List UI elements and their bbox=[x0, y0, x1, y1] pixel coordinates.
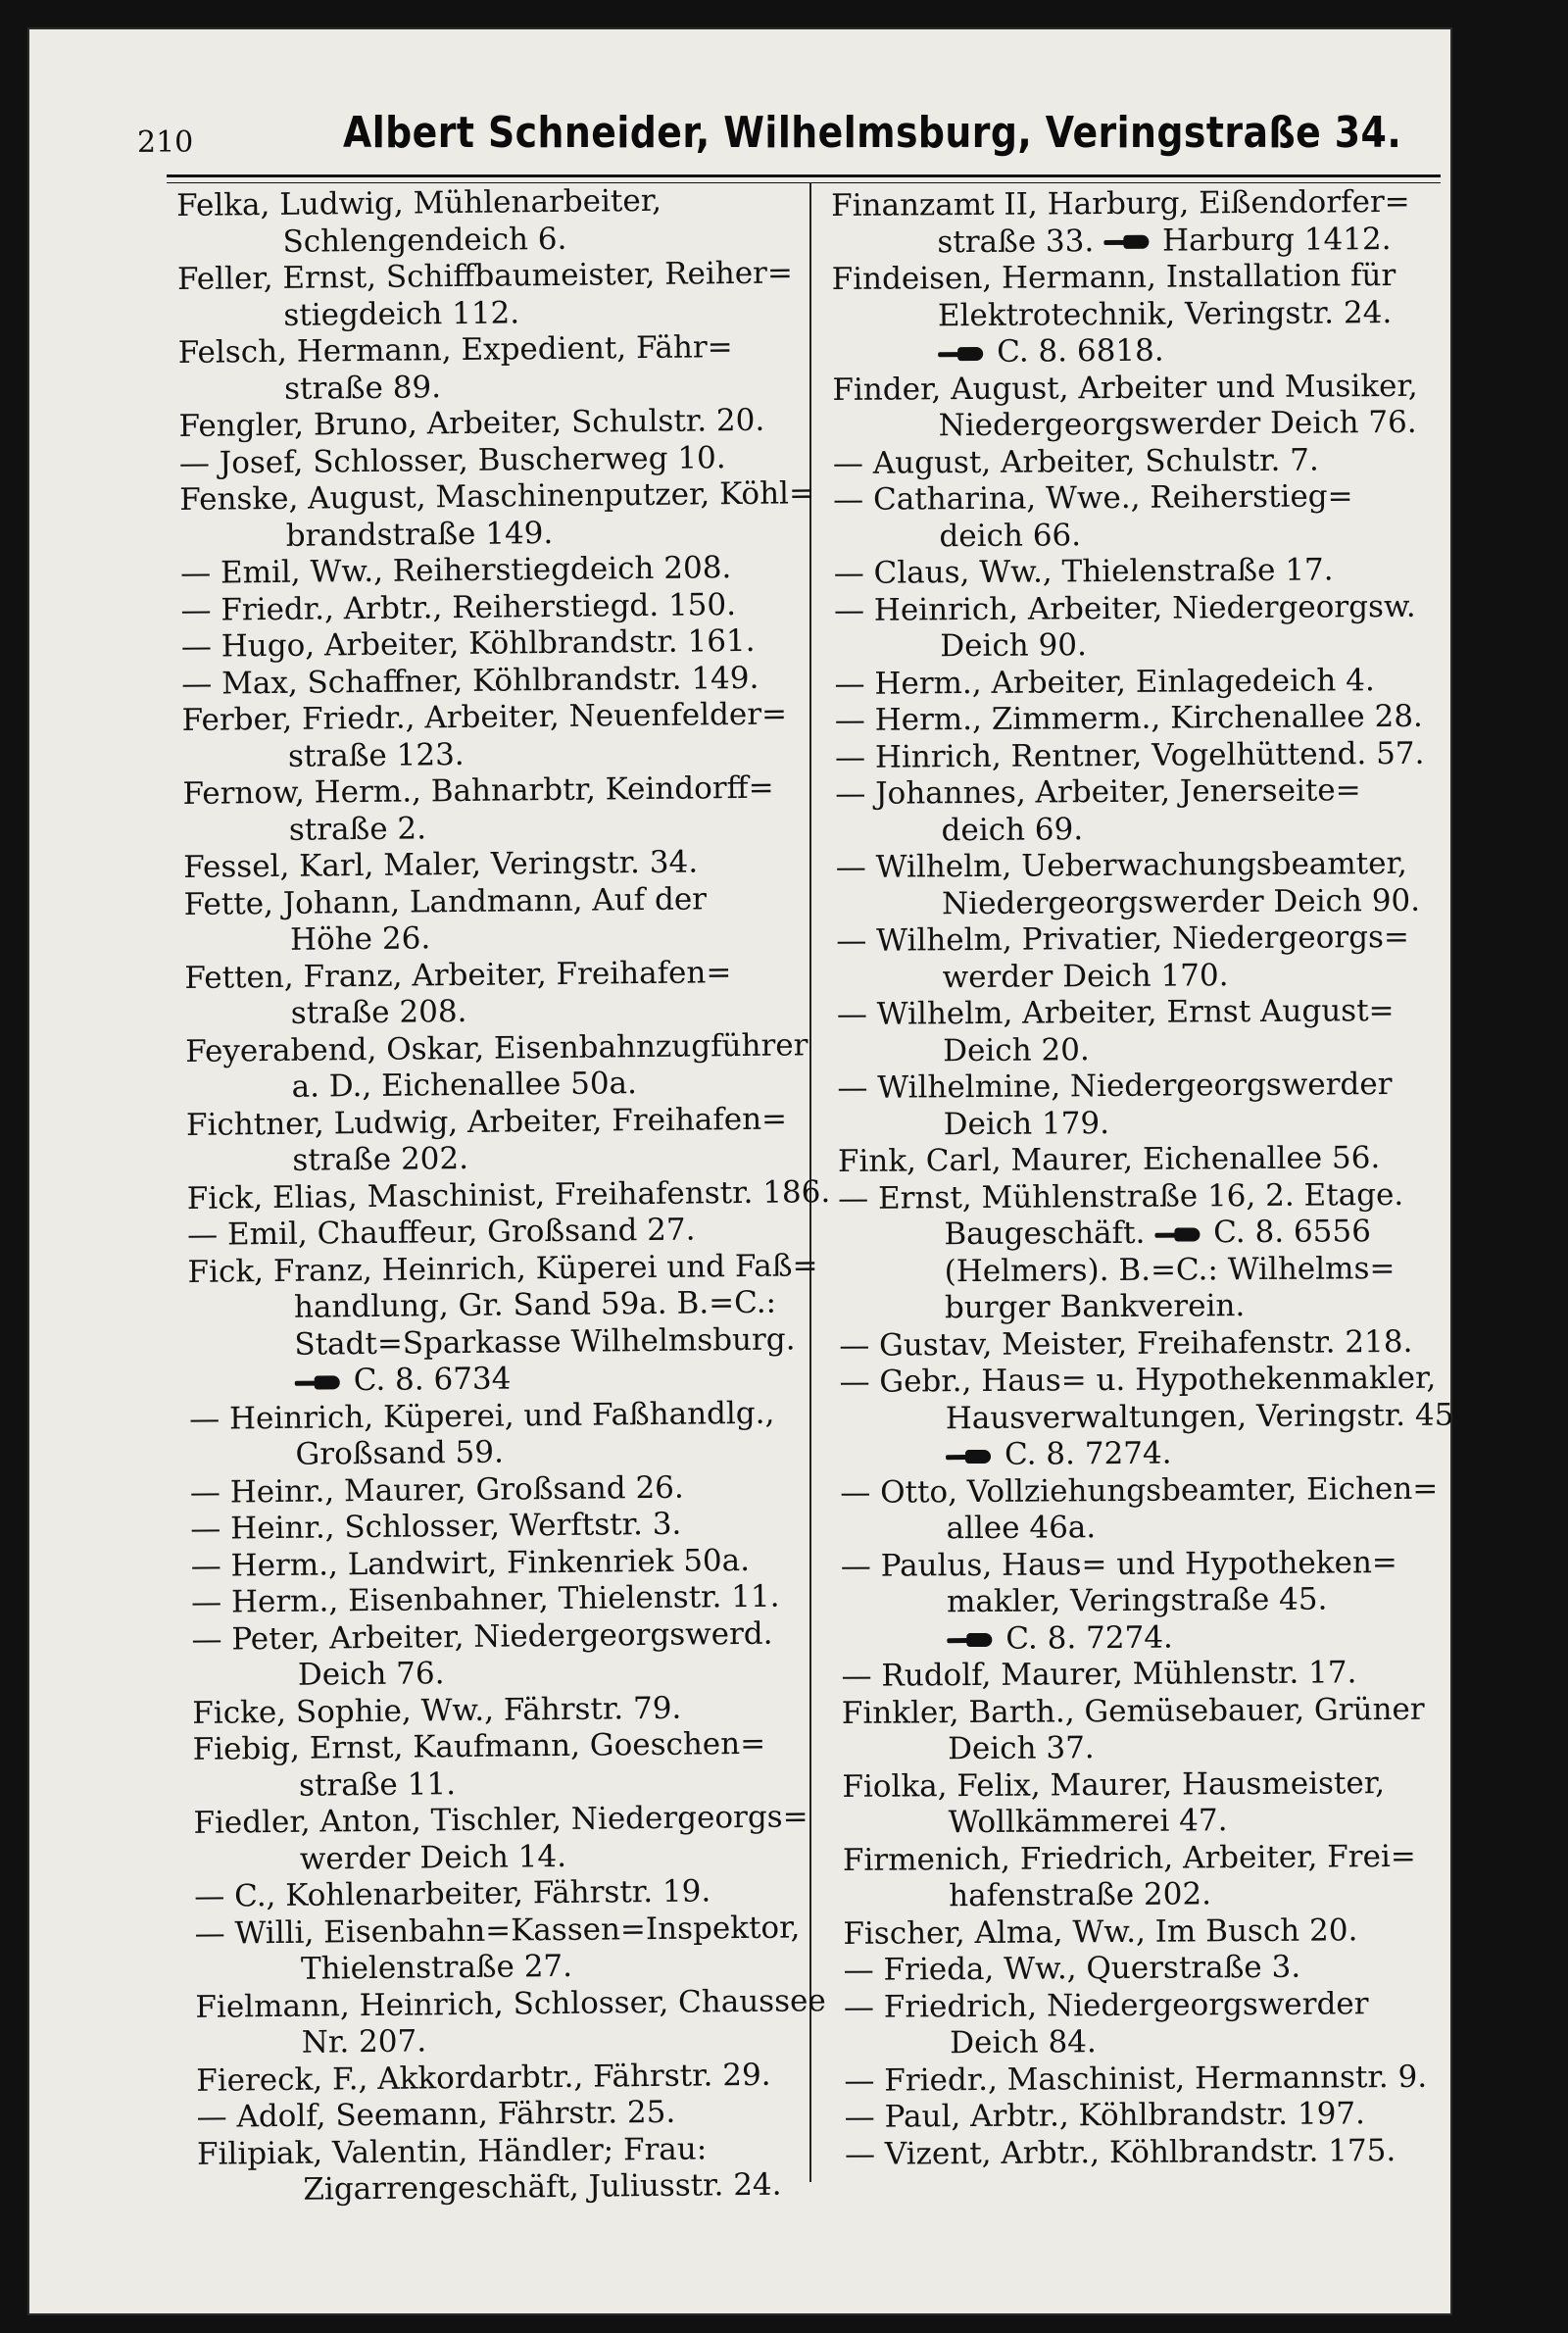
entry-continuation: deich 66. bbox=[939, 517, 1082, 554]
header-rule bbox=[167, 174, 1441, 177]
directory-entry bbox=[839, 1361, 1467, 1475]
directory-entry bbox=[834, 552, 1461, 593]
directory-entry bbox=[192, 1725, 820, 1806]
entry-line: — Heinrich, Arbeiter, Niedergeorgsw. bbox=[833, 588, 1416, 628]
entry-line: Finanzamt II, Harburg, Eißendorfer= bbox=[831, 183, 1410, 223]
entry-line: Ficke, Sophie, Ww., Fährstr. 79. bbox=[192, 1690, 682, 1731]
entry-line: — C., Kohlenarbeiter, Fährstr. 19. bbox=[194, 1873, 711, 1914]
entry-continuation: straße 2. bbox=[288, 810, 427, 848]
entry-line: — Josef, Schlosser, Buscherweg 10. bbox=[178, 439, 726, 481]
directory-entry bbox=[176, 181, 805, 262]
directory-entry bbox=[177, 255, 806, 335]
entry-line: Ferber, Friedr., Arbeiter, Neuenfelder= bbox=[181, 696, 788, 738]
entry-continuation: makler, Veringstraße 45. bbox=[946, 1581, 1328, 1620]
directory-entry bbox=[191, 1615, 819, 1696]
directory-entry bbox=[196, 2057, 823, 2100]
entry-continuation: Hausverwaltungen, Veringstr. 45. bbox=[945, 1397, 1464, 1436]
entry-line: — Emil, Ww., Reiherstiegdeich 208. bbox=[179, 550, 732, 591]
directory-entry bbox=[189, 1395, 817, 1475]
entry-continuation: Niedergeorgswerder Deich 90. bbox=[941, 882, 1421, 921]
entry-line: — Ernst, Mühlenstraße 16, 2. Etage. bbox=[838, 1176, 1404, 1216]
directory-entry bbox=[835, 699, 1462, 740]
entry-line: — Claus, Ww., Thielenstraße 17. bbox=[833, 552, 1334, 591]
directory-entry bbox=[193, 1799, 821, 1879]
entry-line: — Wilhelm, Privatier, Niedergeorgs= bbox=[836, 918, 1410, 959]
entry-continuation: Großsand 59. bbox=[295, 1434, 505, 1472]
entry-continuation: Zigarrengeschäft, Juliusstr. 24. bbox=[303, 2166, 782, 2208]
entry-continuation: C. 8. 7274. bbox=[840, 1434, 1467, 1475]
entry-continuation: burger Bankverein. bbox=[944, 1288, 1246, 1326]
directory-entry bbox=[843, 1838, 1471, 1915]
entry-continuation: Niedergeorgswerder Deich 76. bbox=[938, 404, 1417, 444]
directory-entry bbox=[186, 1173, 831, 1217]
telephone-icon bbox=[1154, 1227, 1205, 1241]
entry-continuation: Stadt=Sparkasse Wilhelmsburg. bbox=[294, 1320, 796, 1363]
entry-line: — Paulus, Haus= und Hypotheken= bbox=[840, 1544, 1397, 1584]
entry-continuation: stiegdeich 112. bbox=[283, 294, 520, 333]
entry-continuation: brandstraße 149. bbox=[285, 515, 554, 554]
page-number: 210 bbox=[137, 125, 194, 160]
telephone-icon bbox=[938, 346, 989, 360]
entry-line: Fink, Carl, Maurer, Eichenallee 56. bbox=[837, 1140, 1381, 1179]
directory-entry bbox=[178, 328, 807, 409]
entry-line: Filipiak, Valentin, Händler; Frau: bbox=[196, 2130, 708, 2172]
entry-continuation: straße 33. Harburg 1412. bbox=[937, 221, 1392, 260]
entry-continuation: straße 202. bbox=[292, 1140, 469, 1178]
entry-line: — Heinr., Maurer, Großsand 26. bbox=[189, 1469, 684, 1511]
entry-line: Fessel, Karl, Maler, Veringstr. 34. bbox=[183, 844, 699, 885]
entry-continuation: Deich 84. bbox=[950, 2024, 1097, 2061]
directory-entry bbox=[178, 402, 806, 445]
entry-line: — Wilhelm, Ueberwachungsbeamter, bbox=[835, 845, 1407, 885]
telephone-icon bbox=[946, 1449, 997, 1463]
entry-line: — Otto, Vollziehungsbeamter, Eichen= bbox=[840, 1470, 1439, 1511]
entry-line: Felka, Ludwig, Mühlenarbeiter, bbox=[176, 182, 662, 223]
entry-continuation: Thielenstraße 27. bbox=[300, 1948, 573, 1987]
entry-line: — Catharina, Wwe., Reiherstieg= bbox=[833, 478, 1353, 518]
entry-line: — Willi, Eisenbahn=Kassen=Inspektor, bbox=[194, 1909, 801, 1952]
entry-line: — Rudolf, Maurer, Mühlenstr. 17. bbox=[841, 1655, 1357, 1694]
directory-entry bbox=[181, 622, 808, 666]
entry-line: Fiedler, Anton, Tischler, Niedergeorgs= bbox=[193, 1799, 808, 1841]
telephone-icon bbox=[947, 1633, 998, 1647]
directory-entry bbox=[838, 1176, 1466, 1327]
telephone-icon bbox=[1103, 235, 1154, 249]
entry-line: Feyerabend, Oskar, Eisenbahnzugführer bbox=[185, 1026, 808, 1069]
entry-continuation: Deich 76. bbox=[297, 1656, 445, 1693]
entry-continuation: straße 123. bbox=[287, 736, 465, 774]
entry-line: — Wilhelmine, Niedergeorgswerder bbox=[837, 1067, 1393, 1106]
entry-line: — Herm., Eisenbahner, Thielenstr. 11. bbox=[190, 1578, 780, 1620]
directory-entry bbox=[842, 1691, 1470, 1768]
entry-continuation: straße 89. bbox=[283, 369, 442, 407]
entry-line: Fick, Franz, Heinrich, Küperei und Faß= bbox=[187, 1247, 818, 1290]
directory-entry bbox=[182, 769, 810, 850]
entry-line: — Frieda, Ww., Querstraße 3. bbox=[843, 1949, 1301, 1988]
directory-entry bbox=[840, 1470, 1468, 1548]
right-column bbox=[831, 184, 1472, 2173]
directory-entry bbox=[841, 1544, 1469, 1659]
directory-entry bbox=[837, 1067, 1465, 1144]
entry-line: — Herm., Zimmerm., Kirchenallee 28. bbox=[834, 698, 1423, 738]
directory-entry bbox=[832, 368, 1460, 445]
directory-entry bbox=[845, 2095, 1472, 2136]
entry-continuation: Baugeschäft. C. 8. 6556 bbox=[944, 1214, 1372, 1253]
entry-line: — Hinrich, Rentner, Vogelhüttend. 57. bbox=[834, 735, 1425, 775]
entry-line: Findeisen, Hermann, Installation für bbox=[831, 257, 1396, 297]
entry-continuation: straße 208. bbox=[290, 993, 467, 1031]
directory-entry bbox=[184, 954, 812, 1034]
entry-line: Fernow, Herm., Bahnarbtr, Keindorff= bbox=[182, 769, 774, 812]
entry-line: Finder, August, Arbeiter und Musiker, bbox=[832, 368, 1418, 408]
telephone-icon bbox=[295, 1375, 346, 1390]
entry-line: Fiereck, F., Akkordarbtr., Fährstr. 29. bbox=[196, 2057, 771, 2099]
entry-line: Felsch, Hermann, Expedient, Fähr= bbox=[177, 329, 733, 371]
entry-continuation: Wollkämmerei 47. bbox=[948, 1803, 1228, 1841]
entry-continuation: straße 11. bbox=[298, 1765, 457, 1804]
entry-continuation: Höhe 26. bbox=[289, 920, 431, 958]
entry-line: Finkler, Barth., Gemüsebauer, Grüner bbox=[841, 1691, 1425, 1731]
directory-entry bbox=[185, 1027, 813, 1108]
entry-line: Fischer, Alma, Ww., Im Busch 20. bbox=[843, 1911, 1358, 1952]
entry-line: — Gustav, Meister, Freihafenstr. 218. bbox=[839, 1323, 1413, 1364]
directory-entry bbox=[191, 1578, 818, 1621]
entry-continuation: Deich 179. bbox=[943, 1105, 1110, 1142]
entry-line: — Friedrich, Niedergeorgswerder bbox=[843, 1985, 1369, 2025]
entry-line: — Peter, Arbeiter, Niedergeorgswerd. bbox=[191, 1615, 773, 1658]
entry-continuation: a. D., Eichenallee 50a. bbox=[291, 1066, 638, 1105]
directory-entry bbox=[835, 735, 1462, 776]
entry-line: Fiolka, Felix, Maurer, Hausmeister, bbox=[842, 1764, 1386, 1805]
entry-line: Feller, Ernst, Schiffbaumeister, Reiher= bbox=[176, 255, 794, 297]
directory-entry bbox=[844, 2059, 1471, 2100]
entry-continuation: Schlengendeich 6. bbox=[282, 221, 567, 260]
entry-continuation: deich 69. bbox=[941, 811, 1084, 848]
directory-entry bbox=[836, 919, 1464, 997]
directory-entry bbox=[837, 993, 1465, 1070]
entry-line: Fiebig, Ernst, Kaufmann, Goeschen= bbox=[192, 1725, 766, 1767]
entry-line: — Emil, Chauffeur, Großsand 27. bbox=[186, 1212, 696, 1253]
directory-entry bbox=[834, 588, 1462, 666]
page-header bbox=[137, 108, 1450, 167]
entry-line: — August, Arbeiter, Schulstr. 7. bbox=[832, 442, 1319, 481]
entry-continuation: hafenstraße 202. bbox=[949, 1876, 1212, 1914]
directory-entry bbox=[844, 1948, 1471, 1989]
entry-line: Fetten, Franz, Arbeiter, Freihafen= bbox=[184, 954, 732, 996]
directory-entry bbox=[186, 1101, 814, 1181]
entry-continuation: werder Deich 14. bbox=[299, 1838, 567, 1877]
directory-entry bbox=[197, 2130, 825, 2210]
directory-entry bbox=[834, 662, 1461, 703]
header-rule-thin bbox=[167, 182, 1441, 183]
entry-line: — Johannes, Arbeiter, Jenerseite= bbox=[835, 772, 1361, 812]
entry-continuation: allee 46a. bbox=[946, 1510, 1097, 1547]
entry-continuation: (Helmers). B.=C.: Wilhelms= bbox=[944, 1250, 1396, 1289]
directory-entry bbox=[838, 1140, 1465, 1181]
directory-entry bbox=[180, 549, 808, 592]
directory-entry bbox=[832, 258, 1460, 372]
entry-continuation: handlung, Gr. Sand 59a. B.=C.: bbox=[293, 1284, 777, 1325]
directory-entry bbox=[195, 1982, 826, 2063]
entry-line: — Heinr., Schlosser, Werftstr. 3. bbox=[190, 1506, 682, 1547]
directory-entry bbox=[836, 846, 1464, 923]
entry-line: — Herm., Arbeiter, Einlagedeich 4. bbox=[834, 662, 1375, 702]
entry-line: — Friedr., Maschinist, Hermannstr. 9. bbox=[844, 2059, 1428, 2099]
entry-line: — Friedr., Arbtr., Reiherstiegd. 150. bbox=[180, 586, 737, 628]
directory-entry bbox=[841, 1654, 1468, 1695]
entry-line: — Paul, Arbtr., Köhlbrandstr. 197. bbox=[844, 2096, 1366, 2135]
entry-continuation: Deich 20. bbox=[943, 1031, 1090, 1068]
entry-continuation: Deich 37. bbox=[947, 1730, 1095, 1767]
directory-entry bbox=[194, 1910, 822, 1990]
directory-entry bbox=[845, 2132, 1472, 2173]
entry-continuation: C. 8. 6818. bbox=[832, 331, 1459, 372]
directory-entry bbox=[835, 772, 1463, 850]
entry-continuation: werder Deich 170. bbox=[942, 957, 1229, 995]
entry-continuation: C. 8. 6734 bbox=[189, 1358, 816, 1401]
entry-line: Fette, Johann, Landmann, Auf der bbox=[183, 880, 708, 922]
entry-continuation: Deich 90. bbox=[940, 627, 1087, 665]
entry-continuation: Elektrotechnik, Veringstr. 24. bbox=[937, 294, 1393, 333]
entry-line: — Max, Schaffner, Köhlbrandstr. 149. bbox=[181, 660, 760, 702]
entry-continuation: Nr. 207. bbox=[301, 2023, 427, 2060]
entry-line: Firmenich, Friedrich, Arbeiter, Frei= bbox=[842, 1838, 1416, 1878]
directory-entry bbox=[187, 1248, 816, 1402]
entry-line: — Herm., Landwirt, Finkenriek 50a. bbox=[190, 1542, 751, 1584]
directory-entry bbox=[833, 478, 1461, 556]
directory-entry bbox=[844, 1985, 1472, 2062]
left-column bbox=[176, 181, 831, 2209]
directory-entry bbox=[833, 441, 1460, 482]
entry-line: — Gebr., Haus= u. Hypothekenmakler, bbox=[839, 1360, 1437, 1400]
directory-entry bbox=[839, 1323, 1466, 1365]
entry-line: Fenske, August, Maschinenputzer, Köhl= bbox=[179, 475, 815, 518]
entry-line: Fick, Elias, Maschinist, Freihafenstr. 186. bbox=[186, 1173, 831, 1216]
entry-line: — Adolf, Seemann, Fährstr. 25. bbox=[196, 2094, 676, 2135]
entry-line: — Wilhelm, Arbeiter, Ernst August= bbox=[836, 993, 1395, 1032]
directory-entry bbox=[183, 880, 811, 961]
entry-line: Fielmann, Heinrich, Schlosser, Chaussee bbox=[195, 1982, 826, 2025]
entry-continuation: C. 8. 7274. bbox=[841, 1617, 1468, 1659]
entry-line: — Heinrich, Küperei, und Faßhandlg., bbox=[188, 1395, 775, 1437]
entry-line: Fichtner, Ludwig, Arbeiter, Freihafen= bbox=[185, 1101, 788, 1143]
directory-entry bbox=[181, 696, 809, 776]
entry-line: Fengler, Bruno, Arbeiter, Schulstr. 20. bbox=[178, 402, 765, 444]
directory-entry bbox=[842, 1764, 1470, 1842]
directory-entry bbox=[179, 475, 815, 556]
directory-entry bbox=[843, 1911, 1470, 1953]
running-head: Albert Schneider, Wilhelmsburg, Veringstraße 34. bbox=[343, 108, 1402, 158]
entry-line: — Vizent, Arbtr., Köhlbrandstr. 175. bbox=[844, 2132, 1396, 2172]
entry-line: — Hugo, Arbeiter, Köhlbrandstr. 161. bbox=[180, 622, 756, 665]
directory-entry bbox=[831, 184, 1459, 262]
